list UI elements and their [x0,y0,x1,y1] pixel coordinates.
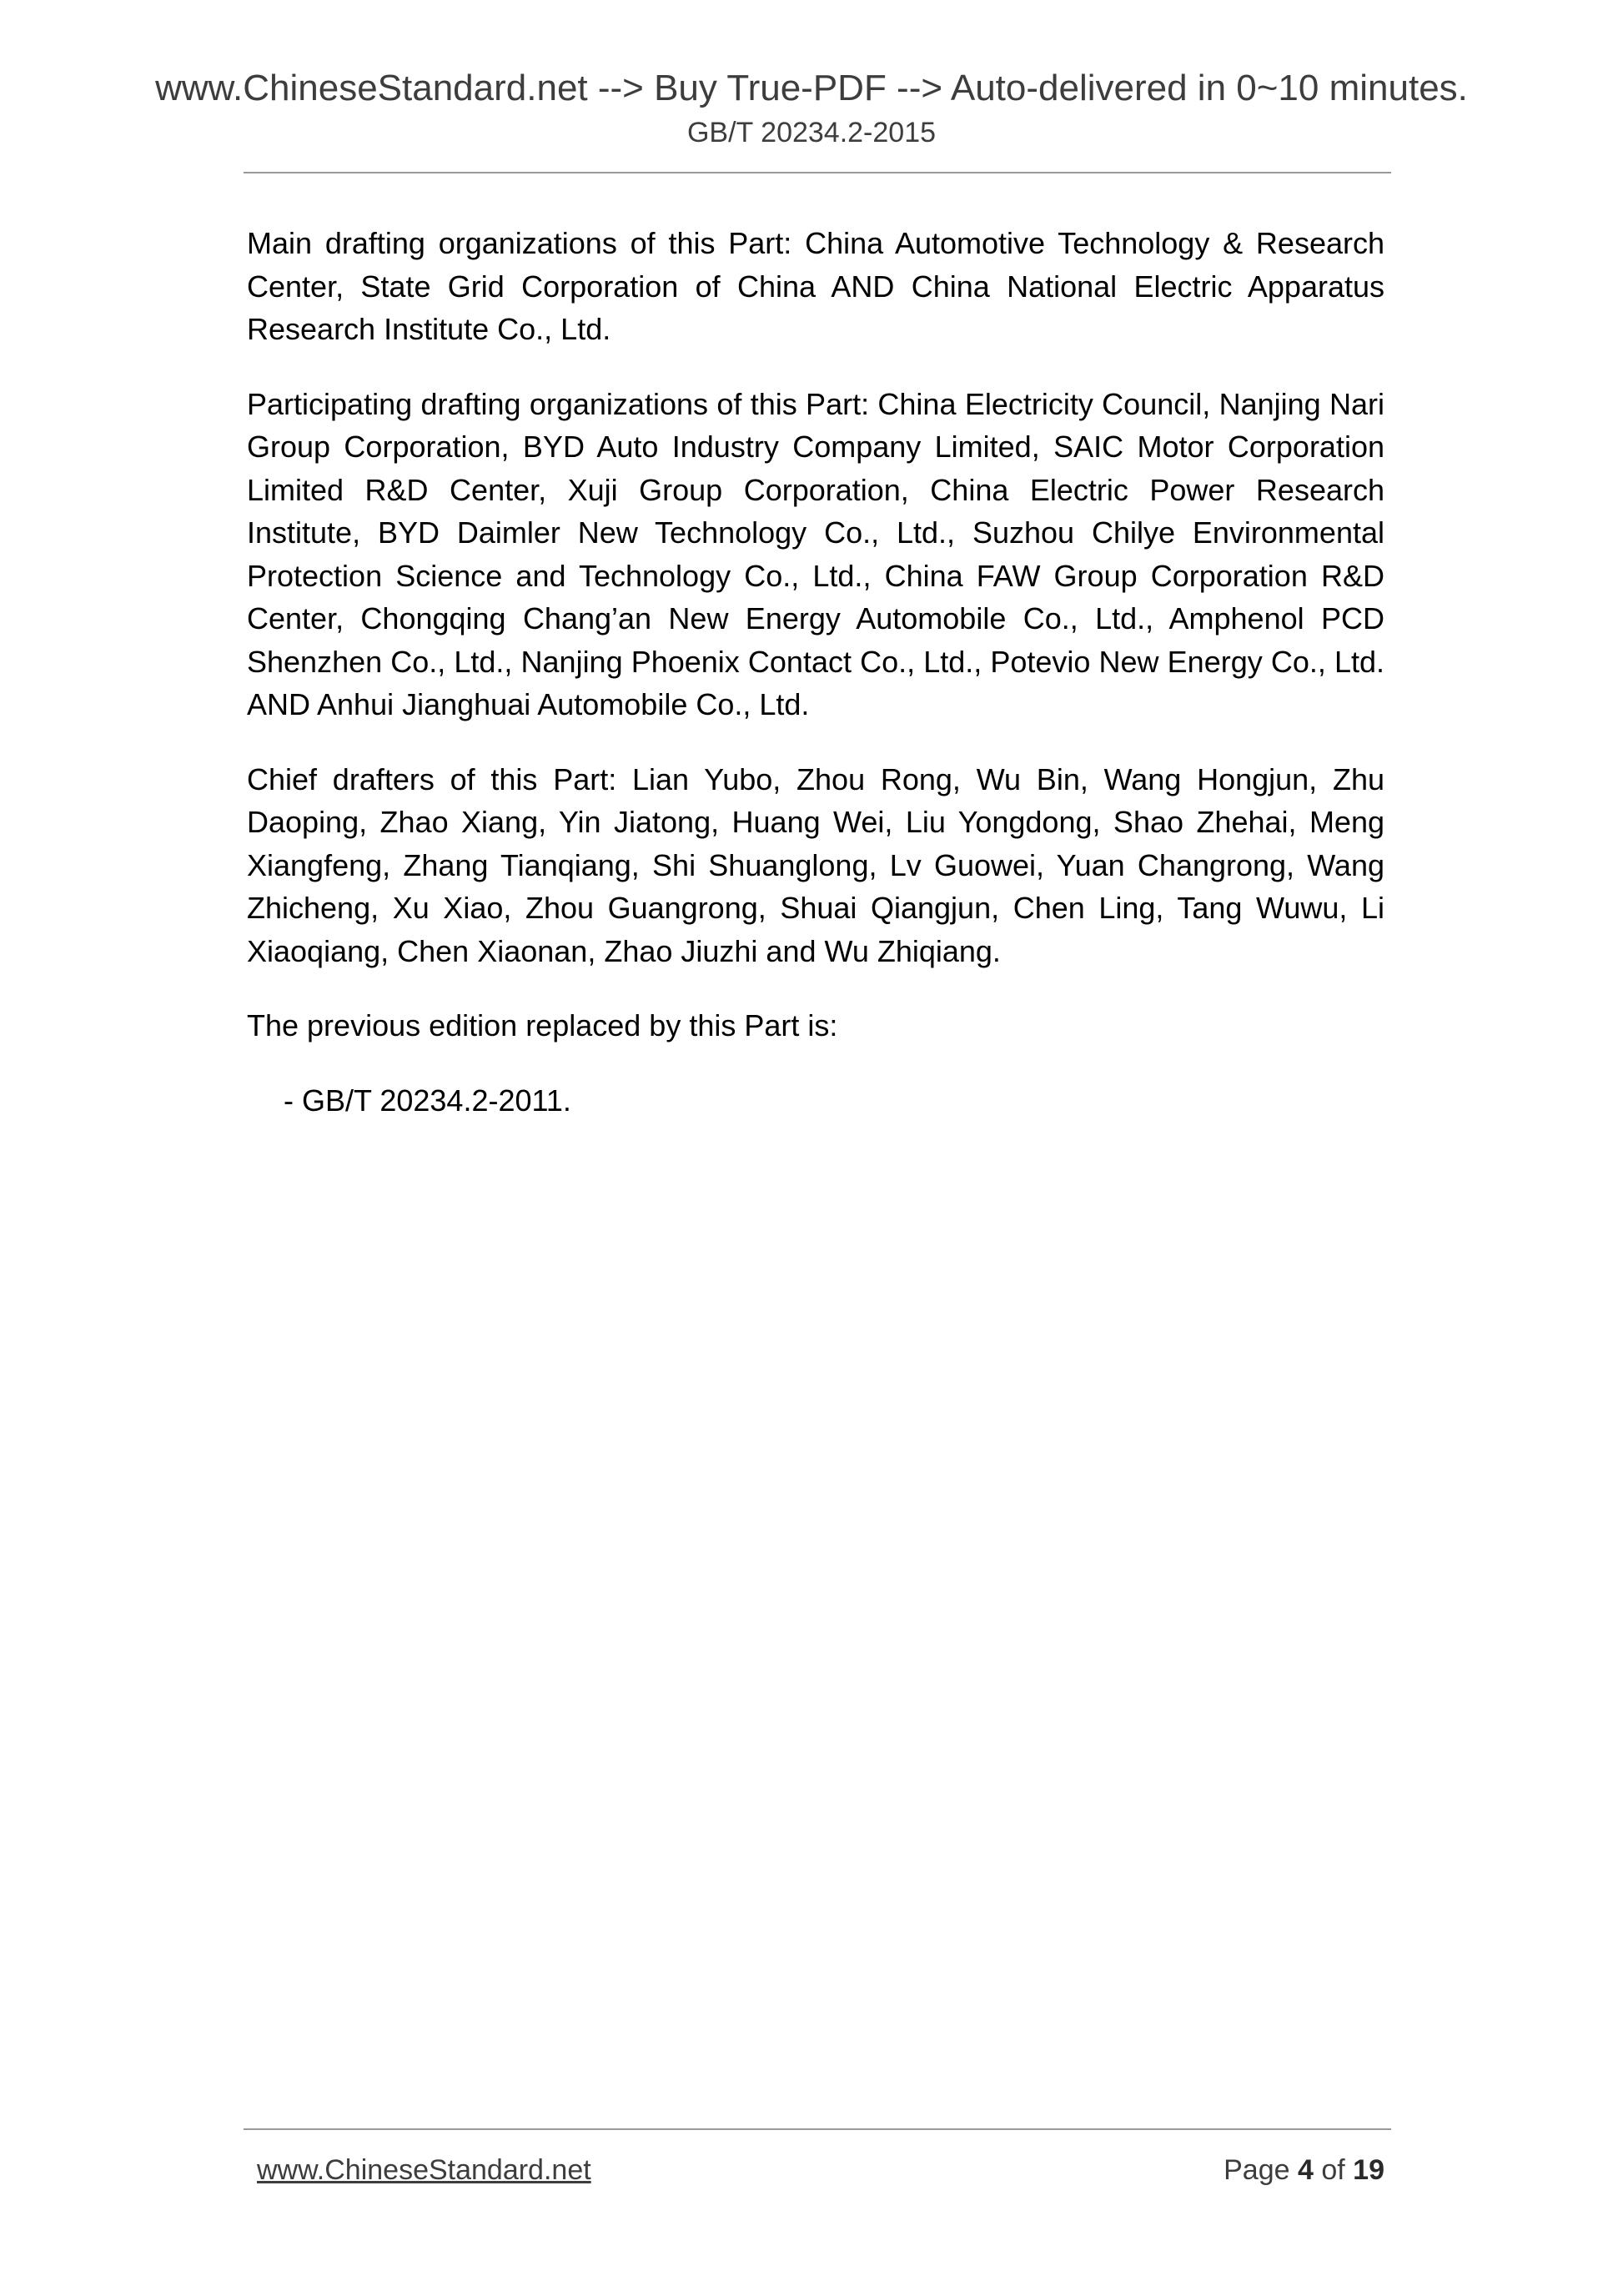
paragraph-previous-edition: The previous edition replaced by this Part is: [247,1008,838,1042]
paragraph-chief-drafters: Chief drafters of this Part: Lian Yubo, Zhou Rong, Wu Bin, Wang Hongjun, Zhu Daoping, Zhao Xiang, Yin Jiatong, Huang Wei, Liu Yongdong, Shao Zhehai, Meng Xiangfeng, Zhang Tianqiang, Shi Shuanglong, Lv Guowei, Yuan Changrong, Wang Zhicheng, Xu Xiao, Zhou Guangrong, Shuai Qiangjun, Chen Ling, Tang Wuwu, Li Xiaoqiang, Chen Xiaonan, Zhao Jiuzhi and Wu Zhiqiang. [247,761,1384,968]
header-banner: www.ChineseStandard.net --> Buy True-PDF --> Auto-delivered in 0~10 minutes. [155,68,1468,108]
header-divider [244,172,1391,173]
paragraph-participating-organizations: Participating drafting organizations of this Part: China Electricity Council, Nanjing Nari Group Corporation, BYD Auto Industry Company Limited, SAIC Motor Corporation Limited R&D Center, Xuji Group Corporation, China Electric Power Research Institute, BYD Daimler New Technology Co., Ltd., Suzhou Chilye Environmental Protection Science and Technology Co., Ltd., China FAW Group Corporation R&D Center, Chongqing Chang’an New Energy Automobile Co., Ltd., Amphenol PCD Shenzhen Co., Ltd., Nanjing Phoenix Contact Co., Ltd., Potevio New Energy Co., Ltd. AND Anhui Jianghuai Automobile Co., Ltd. [247,386,1384,721]
list-item-previous-edition: - GB/T 20234.2-2011. [284,1083,571,1118]
page-indicator [1224,2152,1384,2188]
standard-code: GB/T 20234.2-2015 [686,117,937,148]
footer-site-link[interactable]: www.ChineseStandard.net [257,2154,591,2186]
page-of: of [1321,2154,1345,2186]
paragraph-main-drafting-organizations: Main drafting organizations of this Part: China Automotive Technology & Research Center, State Grid Corporation of China AND China National Electric Apparatus Research Institute Co., Ltd. [247,226,1384,346]
document-body [247,222,1384,1122]
page-word: Page [1224,2154,1290,2186]
page-total: 19 [1353,2154,1384,2186]
page-current: 4 [1297,2154,1314,2186]
footer-divider [244,2128,1391,2130]
